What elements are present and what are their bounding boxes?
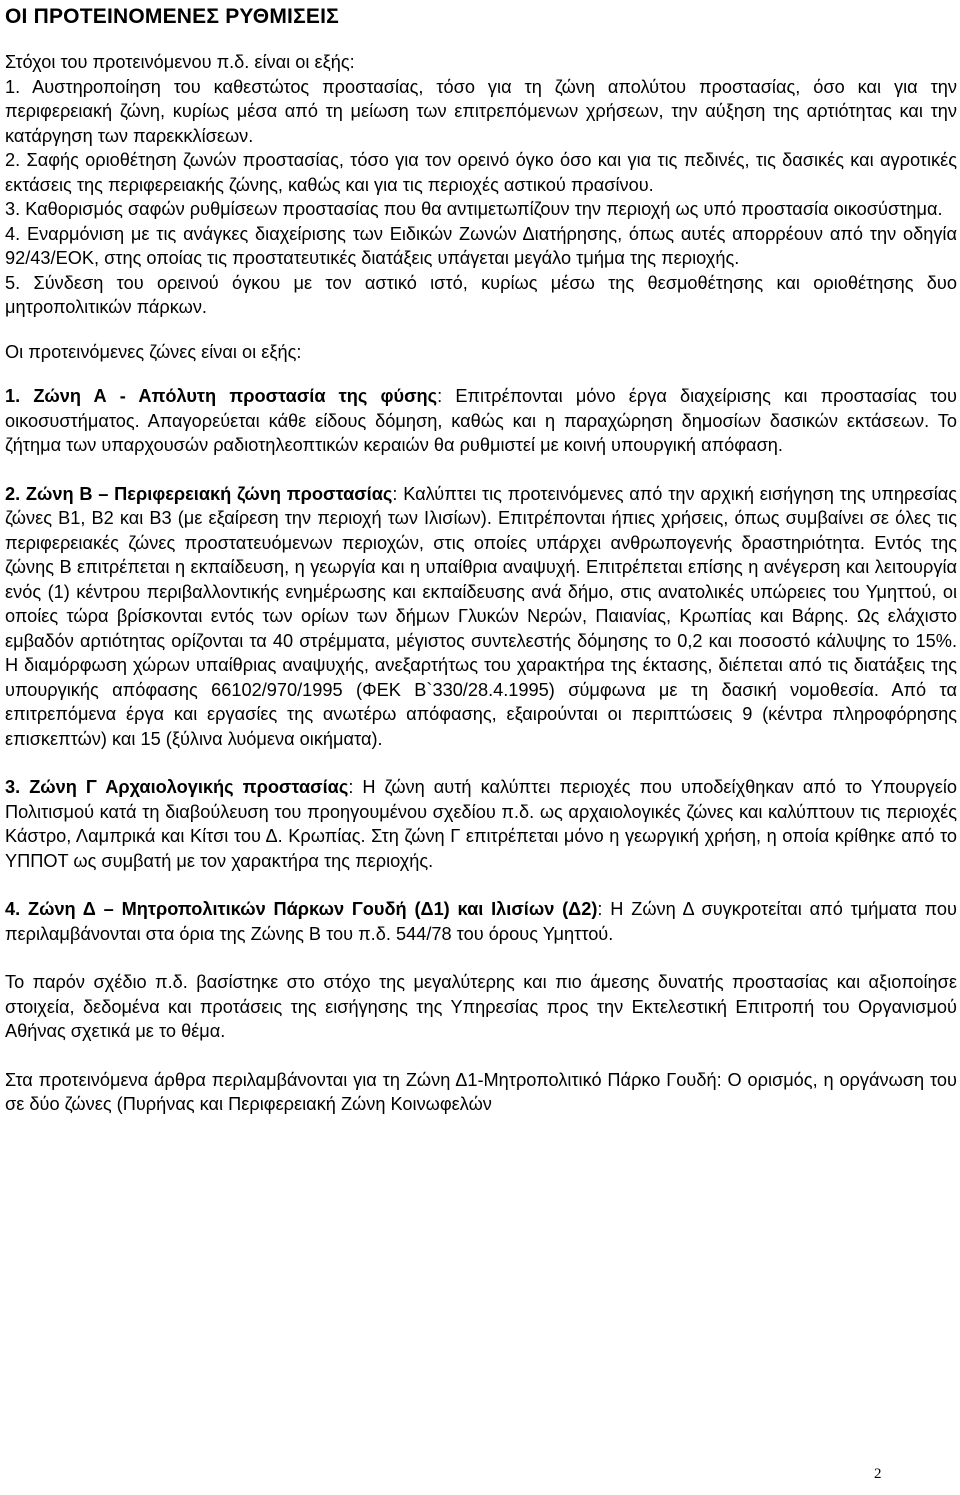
goal-item-4: 4. Εναρμόνιση με τις ανάγκες διαχείρισης των Ειδικών Ζωνών Διατήρησης, όπως αυτές απορρέουν από την οδηγία 92/43/ΕΟΚ, στης οποίας τις προστατευτικές διατάξεις υπάγεται μεγάλο τμήμα της περιοχής. [5, 223, 957, 268]
zone-a-heading: 1. Ζώνη Α - Απόλυτη προστασία της φύσης [5, 386, 438, 406]
goal-item-1: 1. Αυστηροποίηση του καθεστώτος προστασίας, τόσο για τη ζώνη απολύτου προστασίας, όσο και για την περιφερειακή ζώνη, κυρίως μέσα από τη μείωση των επιτρεπόμενων χρήσεων, την αύξηση της αρτιότητας και την κατάργηση των παρεκκλίσεων. [5, 76, 957, 146]
zone-a-text: : Επιτρέπονται μόνο έργα διαχείρισης και προστασίας του οικοσυστήματος. Απαγορεύεται κάθε είδους δόμηση, καθώς και η παραχώρηση δημοσίων δασικών εκτάσεων. Το ζήτημα των υπαρχουσών ραδιοτηλεοπτικών κεραιών θα ρυθμιστεί με κοινή υπουργική απόφαση. [5, 386, 957, 455]
document-page [5, 0, 957, 1117]
zone-a-paragraph [5, 384, 957, 458]
goals-intro: Στόχοι του προτεινόμενου π.δ. είναι οι εξής: [5, 52, 355, 72]
zone-b-heading: 2. Ζώνη Β – Περιφερειακή ζώνη προστασίας [5, 483, 393, 504]
goal-item-2: 2. Σαφής οριοθέτηση ζωνών προστασίας, τόσο για τον ορεινό όγκο όσο και για τις πεδινές, τις δασικές και αγροτικές εκτάσεις της περιφερειακής ζώνης, καθώς και για τις περιοχές αστικού πρασίνου. [5, 150, 957, 195]
page-number: 2 [874, 1466, 882, 1482]
closing-paragraph-2: Στα προτεινόμενα άρθρα περιλαμβάνονται για τη Ζώνη Δ1-Μητροπολιτικό Πάρκο Γουδή: Ο ορισμός, η οργάνωση του σε δύο ζώνες (Πυρήνας και Περιφερειακή Ζώνη Κοινωφελών [5, 1069, 957, 1114]
page-title: ΟΙ ΠΡΟΤΕΙΝΟΜΕΝΕΣ ΡΥΘΜΙΣΕΙΣ [5, 5, 339, 28]
zone-c-text: : Η ζώνη αυτή καλύπτει περιοχές που υποδείχθηκαν από το Υπουργείο Πολιτισμού κατά τη διαβούλευση του προηγουμένου σχεδίου π.δ. ως αρχαιολογικές ζώνες και καλύπτουν τις περιοχές Κάστρο, Λαμπρικά και Κίτσι του Δ. Κρωπίας. Στη ζώνη Γ επιτρέπεται μόνο η γεωργική χρήση, η οποία κρίθηκε από το ΥΠΠΟΤ ως συμβατή με τον χαρακτήρα της περιοχής. [5, 777, 957, 871]
zone-c-paragraph [5, 775, 957, 873]
goal-item-3: 3. Καθορισμός σαφών ρυθμίσεων προστασίας που θα αντιμετωπίζουν την περιοχή ως υπό προστασία οικοσύστημα. [5, 199, 943, 219]
zone-b-text: : Καλύπτει τις προτεινόμενες από την αρχική εισήγηση της υπηρεσίας ζώνες Β1, Β2 και Β3 (με εξαίρεση την περιοχή των Ιλισίων). Επιτρέπονται ήπιες χρήσεις, όπως συμβαίνει σε όλες τις περιφερειακές ζώνες προστατευόμενων περιοχών, στις οποίες υπάρχει ανθρωπογενής δραστηριότητα. Εντός της ζώνης Β επιτρέπεται η εκπαίδευση, η γεωργία και η υπαίθρια αναψυχή. Επιτρέπεται επίσης η ανέγερση και λειτουργία ενός (1) κέντρου περιβαλλοντικής ενημέρωσης και εκπαίδευσης ανά δήμο, στις ανατολικές υπώρειες του Υμηττού, οι οποίες τώρα βρίσκονται εντός των ορίων των δήμων Γλυκών Νερών, Παιανίας, Κρωπίας και Βάρης. Ως ελάχιστο εμβαδόν αρτιότητας ορίζονται τα 40 στρέμματα, μέγιστος συντελεστής δόμησης το 0,2 και ποσοστό κάλυψης το 15%. Η διαμόρφωση χώρων υπαίθριας αναψυχής, ανεξαρτήτως του χαρακτήρα της έκτασης, διέπεται από τις διατάξεις της υπουργικής απόφασης 66102/970/1995 (ΦΕΚ Β`330/28.4.1995) σύμφωνα με τη δασική νομοθεσία. Από τα επιτρεπόμενα έργα και εργασίες της ανωτέρω απόφασης, εξαιρούνται οι περιπτώσεις 9 (κέντρα πληροφόρησης επισκεπτών) και 15 (ξύλινα λυόμενα οικήματα). [5, 483, 958, 749]
zone-b-paragraph [5, 482, 957, 752]
goal-item-5: 5. Σύνδεση του ορεινού όγκου με τον αστικό ιστό, κυρίως μέσω της θεσμοθέτησης και οριοθέτησης δυο μητροπολιτικών πάρκων. [5, 272, 957, 317]
zone-d-text: : Η Ζώνη Δ συγκροτείται από τμήματα που περιλαμβάνονται στα όρια της Ζώνης Β του π.δ. 544/78 του όρους Υμηττού. [5, 899, 957, 944]
closing-paragraph-1: Το παρόν σχέδιο π.δ. βασίστηκε στο στόχο της μεγαλύτερης και πιο άμεσης δυνατής προστασίας και αξιοποίησε στοιχεία, δεδομένα και προτάσεις της εισήγησης της Υπηρεσίας προς την Εκτελεστική Επιτροπή του Οργανισμού Αθήνας σχετικά με το θέμα. [5, 972, 957, 1041]
zone-d-heading: 4. Ζώνη Δ – Μητροπολιτικών Πάρκων Γουδή (Δ1) και Ιλισίων (Δ2) [5, 899, 598, 919]
zone-c-heading: 3. Ζώνη Γ Αρχαιολογικής προστασίας [5, 777, 349, 797]
zones-intro: Οι προτεινόμενες ζώνες είναι οι εξής: [5, 341, 302, 362]
zone-d-paragraph [5, 897, 957, 946]
